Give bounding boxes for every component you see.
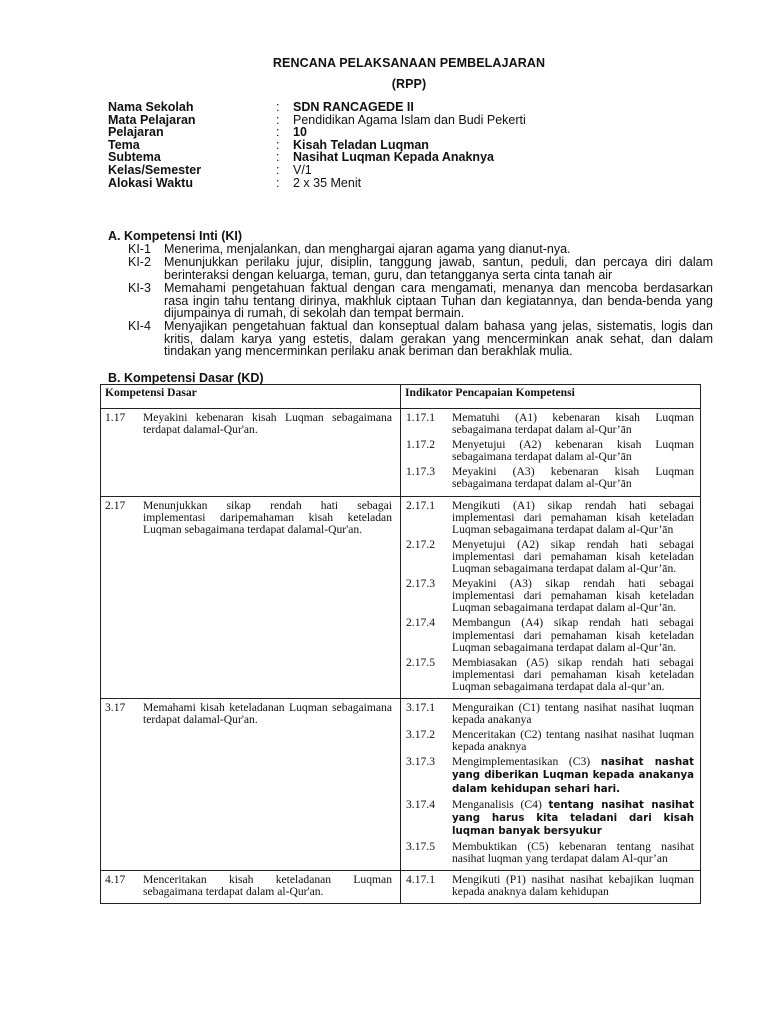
- indicator-column-header: Indikator Pencapaian Kompetensi: [401, 385, 701, 409]
- indicator-text-main: Menguraikan (C1) tentang nasihat nasihat luqman kepada anakanya: [452, 700, 694, 727]
- indicator-text-bold: tentang nasihat nasihat yang harus kita teladani dari kisah luqman banyak bersyukur: [452, 799, 694, 837]
- identity-value: Pendidikan Agama Islam dan Budi Pekerti: [293, 112, 526, 127]
- indicator-text-main: Menyetujui (A2) sikap rendah hati sebagai implementasi dari pemahaman kisah keteladan Luqman sebagaimana terdapat dalam al-Qur’ān.: [452, 537, 694, 576]
- identity-label: Mata Pelajaran: [108, 112, 196, 127]
- indicator-text-main: Meyakini (A3) kebenaran kisah Luqman sebagaimana terdapat dalam al-Qur’ān: [452, 465, 694, 491]
- indicator-item: [406, 756, 694, 795]
- indicator-item: [406, 841, 694, 865]
- kd-cell: [101, 698, 401, 870]
- identity-label: Tema: [108, 137, 140, 152]
- identity-colon: :: [276, 175, 280, 190]
- indicator-text-main: Menyetujui (A2) kebenaran kisah Luqman sebagaimana terdapat dalam al-Qur’ān: [452, 438, 694, 464]
- identity-row: [108, 177, 526, 190]
- kd-cell: [101, 496, 401, 698]
- identity-value: 2 x 35 Menit: [293, 175, 362, 190]
- table-row: [101, 496, 701, 698]
- indicator-item: [406, 617, 694, 653]
- indicator-number: 4.17.1: [406, 873, 435, 887]
- indicator-text-main: Mengimplementasikan (C3): [452, 755, 601, 769]
- kd-number: 1.17: [105, 411, 126, 424]
- indicator-cell: [401, 698, 701, 870]
- identity-colon: :: [276, 150, 280, 165]
- identity-colon: :: [276, 162, 280, 177]
- indicator-item: [406, 729, 694, 753]
- indicator-number: 3.17.3: [406, 755, 435, 769]
- identity-value: Kisah Teladan Luqman: [293, 137, 429, 152]
- table-row: [101, 409, 701, 497]
- ki-code: KI-2: [128, 255, 151, 269]
- identity-row: [108, 164, 526, 177]
- indicator-text-main: Mematuhi (A1) kebenaran kisah Luqman sebagaimana terdapat dalam al-Qur’ān: [452, 411, 694, 437]
- identity-label: Nama Sekolah: [108, 100, 194, 114]
- kd-cell: [101, 409, 401, 497]
- kd-text: Memahami kisah keteladanan Luqman sebagaimana terdapat dalamal-Qur'an.: [143, 700, 392, 727]
- identity-label: Pelajaran: [108, 125, 164, 140]
- indicator-text-main: Mengikuti (P1) nasihat nasihat kebajikan luqman kepada anaknya dalam kehidupan: [452, 873, 694, 899]
- kd-text: Menunjukkan sikap rendah hati sebagai implementasi daripemahaman kisah keteladan Luqman sebagaimana terdapat dalamal-Qur'an.: [143, 498, 392, 536]
- ki-item: [128, 243, 713, 256]
- indicator-text: [452, 539, 694, 575]
- indicator-item: [406, 412, 694, 436]
- indicator-text-main: Membangun (A4) sikap rendah hati sebagai implementasi dari pemahaman kisah keteladan Luqman sebagaimana terdapat dalam al-Qur’ān.: [452, 616, 694, 654]
- indicator-item: [406, 466, 694, 490]
- indicator-cell: [401, 871, 701, 904]
- indicator-number: 2.17.5: [406, 655, 435, 669]
- indicator-number: 1.17.3: [406, 465, 435, 479]
- identity-block: [108, 101, 526, 189]
- kd-column-header: Kompetensi Dasar: [101, 385, 401, 409]
- indicator-text: [452, 466, 694, 490]
- section-a-heading: A. Kompetensi Inti (KI): [108, 229, 243, 243]
- indicator-text-main: Menganalisis (C4): [452, 797, 549, 811]
- document-subtitle: (RPP): [391, 77, 427, 91]
- identity-value: SDN RANCAGEDE II: [293, 100, 414, 114]
- ki-text: Menerima, menjalankan, dan menghargai ajaran agama yang dianut-nya.: [164, 242, 571, 256]
- identity-colon: :: [276, 137, 280, 152]
- ki-text: Menyajikan pengetahuan faktual dan konseptual dalam bahasa yang jelas, sistematis, logis dan kritis, dalam karya yang estetis, dalam gerakan yang mencerminkan anak sehat, dan dalam tindakan yang mencerminkan perilaku anak beriman dan berakhlak mulia.: [164, 319, 713, 359]
- indicator-item: [406, 657, 694, 693]
- identity-label: Alokasi Waktu: [108, 175, 193, 190]
- indicator-text: [452, 657, 694, 693]
- indicator-item: [406, 439, 694, 463]
- indicator-number: 1.17.2: [406, 438, 435, 452]
- indicator-number: 3.17.2: [406, 728, 435, 742]
- kd-cell: [101, 871, 401, 904]
- indicator-text-bold: nasihat nashat yang diberikan Luqman kepada anakanya dalam kehidupan sehari hari.: [452, 757, 694, 795]
- section-b-heading: B. Kompetensi Dasar (KD): [108, 371, 264, 385]
- indicator-cell: [401, 409, 701, 497]
- kd-table: [100, 384, 701, 904]
- indicator-text-main: Membuktikan (C5) kebenaran tentang nasihat nasihat luqman yang terdapat dalam Al-qur’an: [452, 839, 694, 865]
- indicator-text: [452, 412, 694, 436]
- indicator-text: [452, 702, 694, 726]
- table-row: [101, 871, 701, 904]
- identity-value: 10: [293, 125, 307, 140]
- indicator-text: [452, 578, 694, 614]
- indicator-text: [452, 439, 694, 463]
- identity-value: Nasihat Luqman Kepada Anaknya: [293, 150, 494, 165]
- ki-item: [128, 282, 713, 320]
- indicator-text: [452, 729, 694, 753]
- ki-item: [128, 256, 713, 281]
- indicator-text: [452, 500, 694, 536]
- kd-text: Meyakini kebenaran kisah Luqman sebagaimana terdapat dalamal-Qur'an.: [143, 411, 392, 437]
- indicator-text-main: Menceritakan (C2) tentang nasihat nasihat luqman kepada anaknya: [452, 728, 694, 754]
- indicator-text-main: Meyakini (A3) sikap rendah hati sebagai implementasi dari pemahaman kisah keteladan Luqman sebagaimana terdapat dalam al-Qur’ān.: [452, 577, 694, 615]
- ki-text: Menunjukkan perilaku jujur, disiplin, tanggung jawab, santun, peduli, dan percaya diri dalam berinteraksi dengan keluarga, teman, guru, dan tetangganya serta cinta tanah air: [164, 255, 713, 282]
- indicator-text: [452, 874, 694, 898]
- indicator-text-main: Mengikuti (A1) sikap rendah hati sebagai implementasi dari pemahaman kisah keteladan Luqman sebagaimana terdapat dalam al-Qur’ān: [452, 498, 694, 536]
- indicator-item: [406, 702, 694, 726]
- indicator-item: [406, 578, 694, 614]
- identity-colon: :: [276, 100, 280, 114]
- indicator-item: [406, 799, 694, 838]
- indicator-number: 1.17.1: [406, 411, 435, 424]
- identity-row: [108, 126, 526, 139]
- indicator-cell: [401, 496, 701, 698]
- indicator-text: [452, 756, 694, 795]
- ki-code: KI-1: [128, 242, 151, 256]
- indicator-number: 2.17.3: [406, 577, 435, 591]
- kd-number: 2.17: [105, 498, 126, 512]
- indicator-item: [406, 539, 694, 575]
- ki-item: [128, 320, 713, 358]
- kd-number: 3.17: [105, 700, 126, 714]
- document-title: RENCANA PELAKSANAAN PEMBELAJARAN: [272, 56, 546, 70]
- ki-code: KI-4: [128, 319, 151, 333]
- indicator-text: [452, 841, 694, 865]
- identity-colon: :: [276, 125, 280, 140]
- indicator-number: 3.17.5: [406, 839, 435, 853]
- identity-row: [108, 114, 526, 127]
- indicator-text: [452, 799, 694, 838]
- kd-table-header-row: [101, 385, 701, 409]
- indicator-number: 2.17.1: [406, 498, 435, 512]
- ki-code: KI-3: [128, 281, 151, 295]
- identity-colon: :: [276, 112, 280, 127]
- table-row: [101, 698, 701, 870]
- kd-text: Menceritakan kisah keteladanan Luqman sebagaimana terdapat dalam al-Qur'an.: [143, 873, 392, 899]
- indicator-item: [406, 874, 694, 898]
- indicator-text: [452, 617, 694, 653]
- indicator-number: 3.17.4: [406, 797, 435, 811]
- indicator-item: [406, 500, 694, 536]
- kd-number: 4.17: [105, 873, 126, 887]
- indicator-number: 2.17.2: [406, 537, 435, 551]
- indicator-text-main: Membiasakan (A5) sikap rendah hati sebagai implementasi dari pemahaman kisah keteladan Luqman sebagaimana terdapat dala al-qur’an.: [452, 655, 694, 693]
- ki-text: Memahami pengetahuan faktual dengan cara mengamati, menanya dan mencoba berdasarkan rasa ingin tahu tentang dirinya, makhluk ciptaan Tuhan dan kegiatannya, dan benda-benda yang dijumpainya di rumah, di sekolah dan tempat bermain.: [164, 281, 713, 321]
- identity-label: Kelas/Semester: [108, 162, 202, 177]
- identity-row: [108, 101, 526, 114]
- indicator-number: 3.17.1: [406, 700, 435, 714]
- indicator-number: 2.17.4: [406, 616, 435, 630]
- identity-label: Subtema: [108, 150, 161, 165]
- identity-value: V/1: [293, 162, 312, 177]
